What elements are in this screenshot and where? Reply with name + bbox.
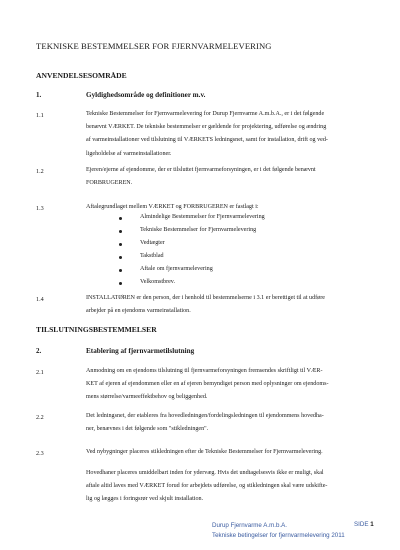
paragraph-number-2-3: 2.3 — [36, 450, 44, 457]
paragraph-1-4 — [86, 292, 376, 318]
bullet-icon — [119, 230, 122, 233]
paragraph-line: Ved nybygninger placeres stikledningen efter de Tekniske Bestemmelser for Fjernvarmelevering. — [86, 449, 323, 455]
list-item: Aftale om fjernvarmelevering — [140, 266, 213, 272]
paragraph-line: af varmeinstallationer ved tilslutning til VÆRKETS ledningsnet, samt for installation, drift og ved- — [86, 137, 328, 144]
paragraph-number-2-2: 2.2 — [36, 414, 44, 421]
paragraph-line: Tekniske Bestemmelser for Fjernvarmelevering for Durup Fjernvarme A.m.b.A., er i det følgende — [86, 111, 325, 117]
bullet-icon — [119, 256, 122, 259]
paragraph-number-1-3: 1.3 — [36, 205, 44, 212]
list-item: Velkomstbrev. — [140, 279, 175, 285]
paragraph-2-2 — [86, 410, 376, 436]
bullet-icon — [119, 243, 122, 246]
document-title: TEKNISKE BESTEMMELSER FOR FJERNVARMELEVERING — [36, 41, 272, 51]
section-title-2: Etablering af fjernvarmetilslutning — [86, 347, 195, 355]
paragraph-2-3-continued — [86, 467, 376, 507]
list-item: Vedtægter — [140, 240, 165, 246]
page-footer — [212, 521, 345, 541]
paragraph-line: lig og lægges i foringsrør ved skjult installation. — [86, 496, 204, 503]
section-heading-tilslutningsbestemmelser: TILSLUTNINGSBESTEMMELSER — [36, 325, 157, 334]
paragraph-number-1-4: 1.4 — [36, 296, 44, 303]
paragraph-line: INSTALLATØREN er den person, der i henhold til bestemmelserne i 3.1 er berettiget til at udføre — [86, 295, 325, 301]
section-number-1: 1. — [36, 91, 42, 99]
section-heading-anvendelsesomraade: ANVENDELSESOMRÅDE — [36, 71, 127, 80]
page-number-value: 1 — [370, 521, 374, 528]
list-item: Tekniske Bestemmelser for Fjernvarmelevering — [140, 227, 256, 233]
paragraph-line: Aftalegrundlaget mellem VÆRKET og FORBRUGEREN er fastlagt i: — [86, 204, 259, 210]
paragraph-line: ner, benævnes i det følgende som "stikledningen". — [86, 426, 209, 433]
paragraph-number-1-2: 1.2 — [36, 168, 44, 175]
paragraph-2-3 — [86, 446, 376, 459]
section-title-1: Gyldighedsområde og definitioner m.v. — [86, 91, 206, 99]
section-number-2: 2. — [36, 347, 42, 355]
bullet-icon — [119, 269, 122, 272]
bullet-icon — [119, 282, 122, 285]
paragraph-line: ligeholdelse af varmeinstallationer. — [86, 150, 172, 157]
bullet-icon — [119, 217, 122, 220]
footer-document-name: Tekniske betingelser for fjernvarmelevering 2011 — [212, 532, 345, 539]
paragraph-line: mens størrelse/varmeeffektbehov og beliggenhed. — [86, 394, 208, 401]
paragraph-line: Anmodning om en ejendoms tilslutning til fjernvarmeforsyningen fremsendes skriftligt til VÆR- — [86, 368, 323, 374]
paragraph-2-1 — [86, 365, 376, 405]
paragraph-line: aftale altid laves med VÆRKET forud for arbejdets udførelse, og stikledningen skal være udskifte- — [86, 483, 328, 490]
paragraph-line: arbejder på en ejendoms varmeinstallation. — [86, 308, 191, 315]
page-label: SIDE — [354, 521, 369, 528]
paragraph-1-3-intro — [86, 201, 376, 214]
page-number — [354, 521, 374, 528]
list-item: Almindelige Bestemmelser for Fjernvarmelevering — [140, 214, 265, 220]
paragraph-line: Hovedhaner placeres umiddelbart inden for ydervæg. Hvis det undtagelsesvis ikke er muligt, skal — [86, 470, 324, 476]
paragraph-line: FORBRUGEREN. — [86, 180, 133, 187]
paragraph-line: Det ledningsnet, der etableres fra hovedledningen/fordelingsledningen til ejendommens hovedha- — [86, 413, 324, 419]
paragraph-number-2-1: 2.1 — [36, 369, 44, 376]
paragraph-1-1 — [86, 108, 376, 161]
paragraph-line: benævnt VÆRKET. De tekniske bestemmelser er gældende for projektering, udførelse og ændring — [86, 124, 327, 131]
paragraph-number-1-1: 1.1 — [36, 112, 44, 119]
paragraph-1-2 — [86, 164, 376, 190]
paragraph-line: Ejeren/ejerne af ejendomme, der er tilsluttet fjernvarmeforsyningen, er i det følgende benævnt — [86, 167, 316, 173]
footer-organization: Durup Fjernvarme A.m.b.A. — [212, 522, 287, 529]
paragraph-line: KET af ejeren af ejendommen eller en af ejeren bemyndiget person med oplysninger om ejendoms- — [86, 381, 329, 388]
list-item: Takstblad — [140, 253, 164, 259]
